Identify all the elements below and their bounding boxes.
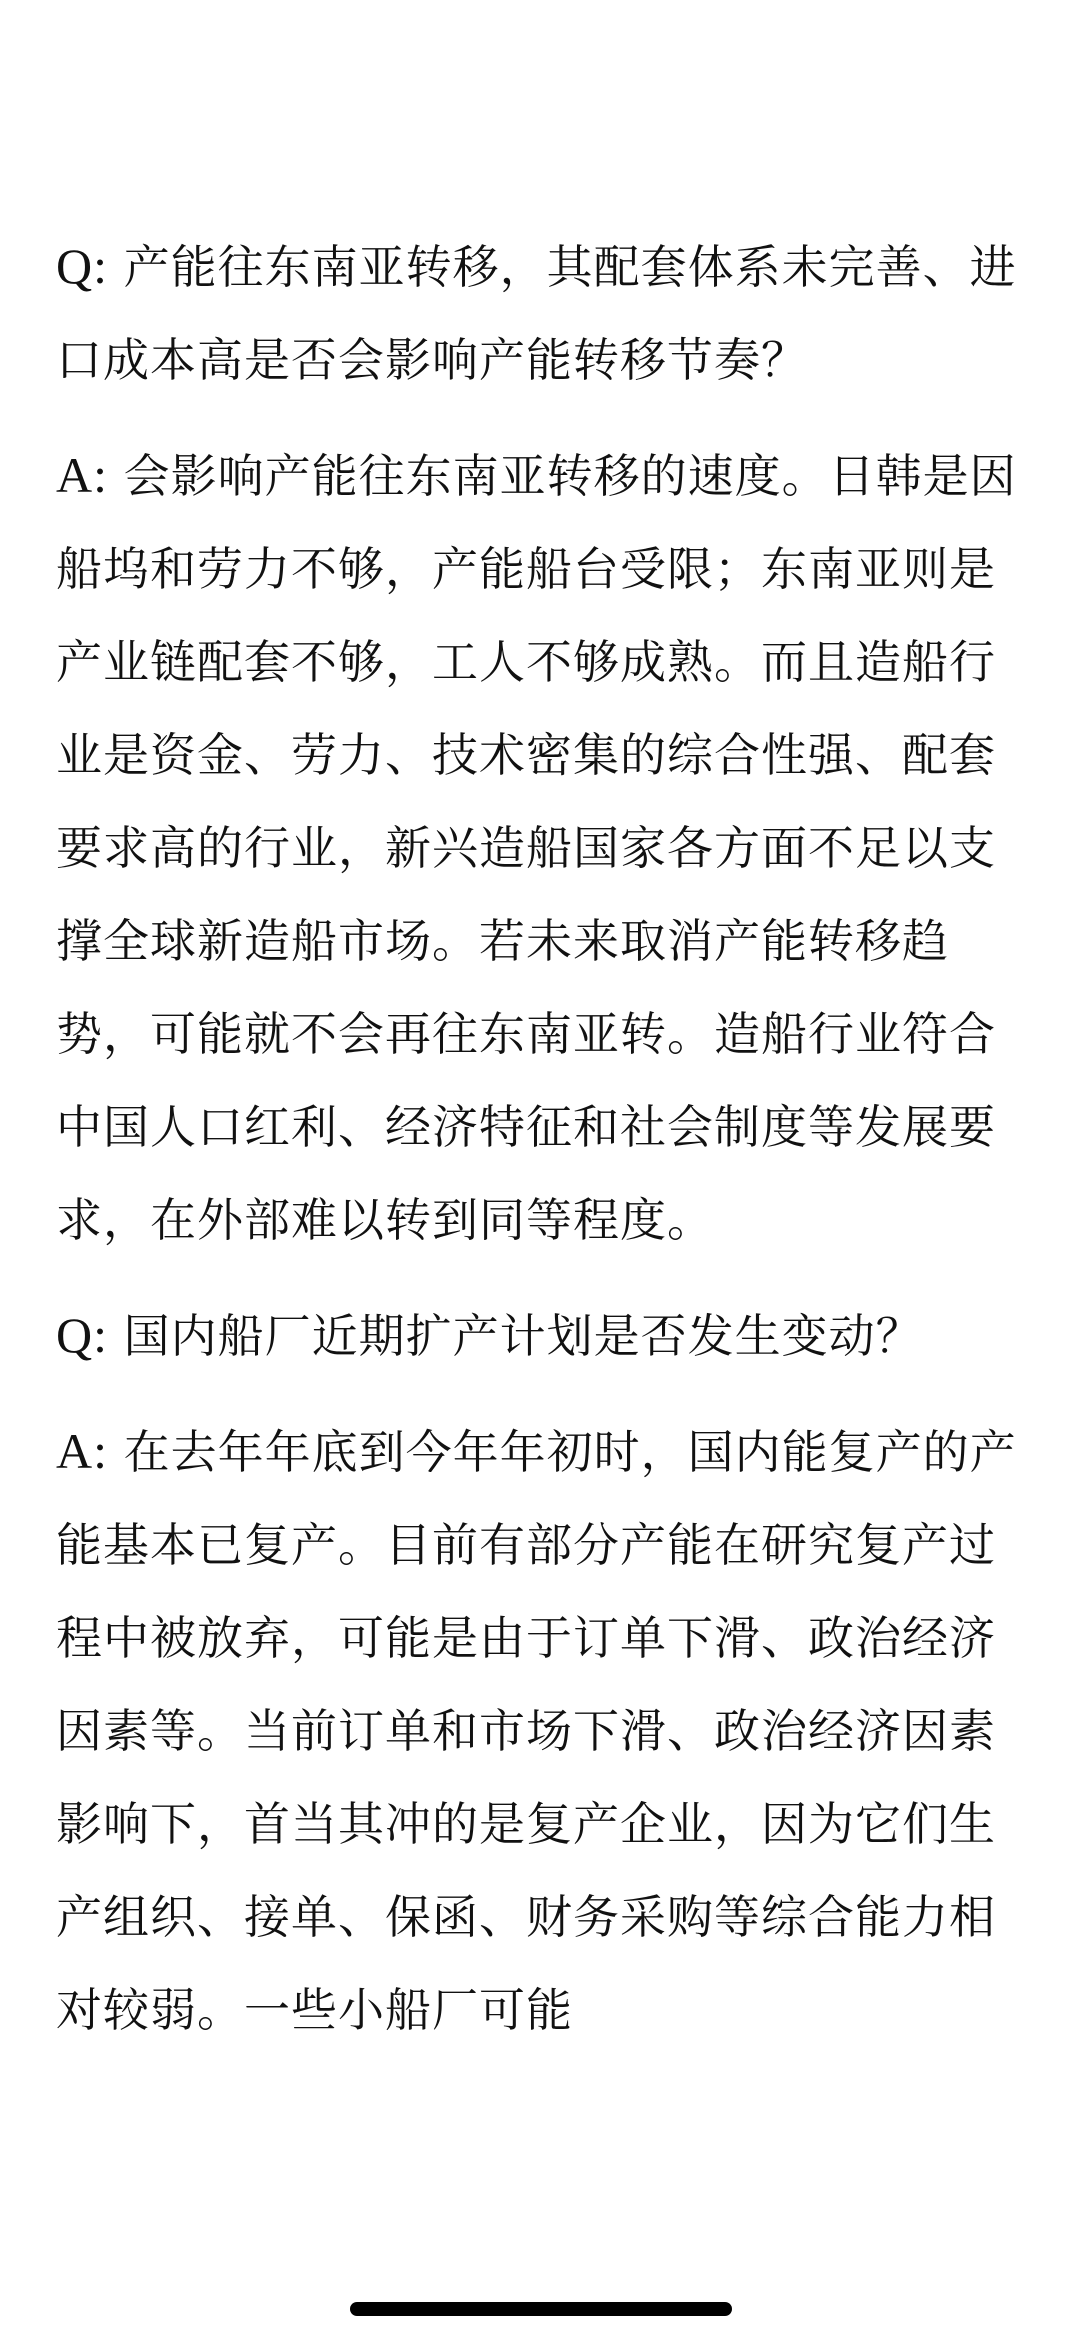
answer-text: 会影响产能往东南亚转移的速度。日韩是因船坞和劳力不够，产能船台受限；东南亚则是产业链配套不够，工人不够成熟。而且造船行业是资金、劳力、技术密集的综合性强、配套要求高的行业，新兴造船国家各方面不足以支撑全球新造船市场。若未来取消产能转移趋势，可能就不会再往东南亚转。造船行业符合中国人口红利、经济特征和社会制度等发展要求，在外部难以转到同等程度。 bbox=[56, 449, 1017, 1247]
question-paragraph bbox=[56, 220, 1024, 407]
question-prefix: Q: bbox=[56, 238, 108, 294]
home-indicator[interactable] bbox=[350, 2302, 732, 2316]
answer-paragraph bbox=[56, 1405, 1024, 2057]
question-text: 产能往东南亚转移，其配套体系未完善、进口成本高是否会影响产能转移节奏？ bbox=[56, 240, 1017, 387]
answer-prefix: A: bbox=[56, 1423, 108, 1479]
answer-text: 在去年年底到今年年初时，国内能复产的产能基本已复产。目前有部分产能在研究复产过程中被放弃，可能是由于订单下滑、政治经济因素等。当前订单和市场下滑、政治经济因素影响下，首当其冲的是复产企业，因为它们生产组织、接单、保函、财务采购等综合能力相对较弱。一些小船厂可能 bbox=[56, 1425, 1017, 2037]
answer-prefix: A: bbox=[56, 447, 108, 503]
question-prefix: Q: bbox=[56, 1307, 108, 1363]
answer-paragraph bbox=[56, 429, 1024, 1267]
article-body bbox=[56, 220, 1024, 2079]
question-text: 国内船厂近期扩产计划是否发生变动？ bbox=[108, 1309, 923, 1363]
question-paragraph bbox=[56, 1289, 1024, 1383]
